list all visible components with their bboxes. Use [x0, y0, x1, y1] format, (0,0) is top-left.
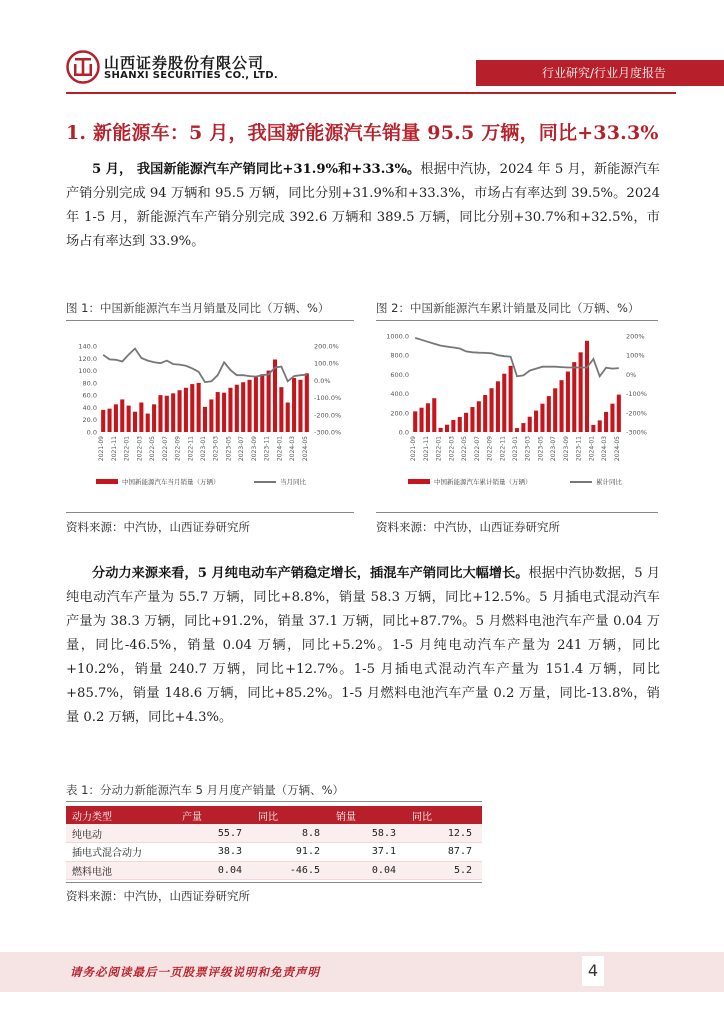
figure-1-top-rule [66, 320, 354, 321]
table-cell: 37.1 [330, 843, 406, 862]
chart2-bar [540, 404, 544, 432]
table-1-source: 资料来源：中汽协，山西证券研究所 [66, 889, 250, 903]
chart1-bar [133, 412, 137, 432]
chart2-x-tick-label: 2021-09 [410, 436, 418, 462]
figure-2-top-rule [376, 320, 658, 321]
table-header-cell: 同比 [406, 806, 482, 824]
chart2-x-tick-label: 2023-01 [512, 436, 519, 462]
chart2-bar [470, 407, 474, 432]
chart1-left-tick-label: 60.0 [82, 391, 97, 400]
chart1-x-tick-label: 2023-07 [238, 436, 246, 462]
chart2-bar [413, 411, 417, 432]
chart1-x-tick-label: 2023-05 [225, 436, 233, 462]
chart2-right-tick-label: -200% [626, 409, 647, 418]
chart2-bar [445, 425, 449, 432]
company-logo-icon [66, 50, 100, 84]
table-cell: -46.5 [252, 861, 330, 880]
chart1-x-tick-label: 2022-09 [174, 436, 182, 462]
chart2-right-tick-label: 200% [626, 332, 645, 341]
table-cell: 插电式混合动力 [66, 843, 176, 862]
chart2-x-tick-label: 2022-11 [499, 436, 507, 462]
chart1-bar [273, 360, 277, 432]
chart2-bar [591, 425, 595, 432]
chart2-bar [477, 401, 481, 432]
chart2-bar [604, 412, 608, 432]
chart1-left-tick-label: 40.0 [82, 403, 97, 412]
table-row [66, 861, 482, 880]
chart1-bar [197, 383, 201, 432]
chart1-bar [158, 395, 162, 432]
chart2-right-tick-label: 0% [626, 370, 637, 379]
table-header-cell: 动力类型 [66, 806, 176, 824]
chart2-left-tick-label: 0.0 [398, 428, 409, 437]
chart1-x-tick-label: 2022-05 [149, 436, 157, 462]
chart2-legend-line-label: 累计同比 [596, 478, 622, 486]
company-name-en: SHANXI SECURITIES CO., LTD. [104, 70, 278, 81]
chart2-bar [451, 420, 455, 432]
chart1-bar [298, 380, 302, 432]
table-cell: 0.04 [176, 861, 252, 880]
chart2-bar [426, 403, 430, 432]
chart1-bar [260, 374, 264, 432]
paragraph-2 [66, 562, 660, 730]
chart2-left-tick-label: 200.0 [390, 409, 409, 418]
table-cell: 燃料电池 [66, 861, 176, 880]
chart1-bar [120, 399, 124, 432]
page-header [0, 0, 724, 95]
chart1-right-tick-label: 200.0% [314, 342, 339, 351]
chart1-bar [292, 378, 296, 432]
chart2-right-tick-label: 100% [626, 351, 645, 360]
chart1-bar [184, 388, 188, 432]
chart2-x-tick-label: 2023-07 [550, 436, 558, 462]
chart2-bar [553, 388, 557, 432]
chart2-left-tick-label: 600.0 [390, 370, 409, 379]
chart2-bar [547, 396, 551, 432]
chart2-legend-bar-swatch [408, 479, 430, 484]
chart1-left-tick-label: 0.0 [86, 428, 97, 437]
chart1-bar [228, 388, 232, 432]
chart2-x-tick-label: 2023-03 [524, 436, 532, 462]
chart2-x-tick-label: 2022-09 [486, 436, 494, 462]
paragraph-2-lead: 分动力来源来看，5 月纯电动车产销稳定增长，插混车产销同比大幅增长。 [92, 566, 529, 581]
chart2-x-tick-label: 2022-05 [461, 436, 469, 462]
chart1-bar [203, 407, 207, 432]
chart1-x-tick-label: 2022-01 [123, 436, 131, 462]
chart2-x-tick-label: 2024-05 [613, 436, 621, 462]
chart2-bar [598, 420, 602, 432]
paragraph-1-body: 根据中汽协，2024 年 5 月，新能源汽车产销分别完成 94 万辆和 95.5 万辆，同比分别+31.9%和+33.3%，市场占有率达到 39.5%。2024 年 1-5 月，新能源汽车产销分别完成 392.6 万辆和 389.5 万辆，同比分别+30.7%和+32.5%，市场占有率达到 33.9%。 [66, 162, 660, 249]
chart1-x-tick-label: 2023-09 [250, 436, 258, 462]
chart1-legend-line-label: 当月同比 [280, 478, 306, 486]
chart1-bar [165, 396, 169, 432]
chart2-right-tick-label: -300% [626, 428, 647, 437]
chart2-bar [515, 428, 519, 432]
table-header-cell: 同比 [252, 806, 330, 824]
figure-2-title: 图 2：中国新能源汽车累计销量及同比（万辆、%） [376, 301, 640, 315]
chart2-bar [610, 404, 614, 432]
chart1-right-tick-label: -300.0% [314, 428, 342, 437]
chart2-bar [528, 417, 532, 432]
chart2-bar [420, 408, 424, 432]
figure-1-bottom-rule [66, 512, 354, 513]
chart1-x-tick-label: 2023-01 [200, 436, 207, 462]
chart1-bar [286, 403, 290, 432]
chart1-x-tick-label: 2022-11 [187, 436, 195, 462]
chart1-bar [248, 380, 252, 432]
section-title: 1. 新能源车：5 月，我国新能源汽车销量 95.5 万辆，同比+33.3% [66, 122, 659, 144]
chart1-bar [254, 377, 258, 432]
footer-disclaimer: 请务必阅读最后一页股票评级说明和免责声明 [70, 965, 320, 979]
chart1-bar [146, 414, 150, 432]
chart1-x-tick-label: 2024-01 [276, 436, 284, 462]
chart2-bar [521, 423, 525, 432]
chart2-legend-bar-label: 中国新能源汽车累计销量（万辆） [434, 478, 532, 486]
table-1-top-rule [66, 801, 482, 802]
chart1-bar [108, 409, 112, 432]
chart2-left-tick-label: 800.0 [390, 351, 409, 360]
chart1-bar [267, 371, 271, 432]
chart1-right-tick-label: 100.0% [314, 359, 339, 368]
chart1-x-tick-label: 2023-03 [212, 436, 220, 462]
chart2-x-tick-label: 2024-01 [588, 436, 596, 462]
chart1-bar [139, 403, 143, 432]
chart2-bar [439, 428, 443, 432]
chart1-bar [305, 373, 309, 432]
table-1-title: 表 1：分动力新能源汽车 5 月月度产销量（万辆、%） [66, 783, 345, 797]
chart2-bar [490, 388, 494, 432]
chart2-bar [566, 372, 570, 432]
chart2-x-tick-label: 2024-03 [601, 436, 609, 462]
figure-2-bottom-rule [376, 512, 658, 513]
chart1-bar [101, 410, 105, 432]
chart1-x-tick-label: 2023-11 [263, 436, 271, 462]
header-divider [66, 92, 676, 94]
table-cell: 87.7 [406, 843, 482, 862]
chart1-legend-bar-label: 中国新能源汽车当月销量（万辆） [122, 478, 220, 486]
chart2-bar [464, 413, 468, 432]
page-number: 4 [582, 956, 604, 986]
chart2-right-tick-label: -100% [626, 390, 647, 399]
chart1-bar [279, 387, 283, 432]
table-cell: 58.3 [330, 824, 406, 843]
chart1-left-tick-label: 80.0 [82, 379, 97, 388]
chart1-bar [222, 393, 226, 432]
table-cell: 0.04 [330, 861, 406, 880]
chart2-bar [585, 341, 589, 432]
chart2-bar [502, 374, 506, 432]
chart2-x-tick-label: 2023-05 [537, 436, 545, 462]
chart2-bar [617, 395, 621, 432]
chart2-left-tick-label: 400.0 [390, 390, 409, 399]
chart1-x-tick-label: 2021-11 [110, 436, 118, 462]
chart2-bar [579, 352, 583, 432]
paragraph-1 [66, 158, 660, 254]
chart1-right-tick-label: -200.0% [314, 411, 342, 420]
chart1-x-tick-label: 2024-05 [301, 436, 309, 462]
chart2-x-tick-label: 2023-11 [575, 436, 583, 462]
chart1-bar [127, 406, 131, 432]
chart2-bar [534, 411, 538, 432]
paragraph-1-lead: 5 月， 我国新能源汽车产销同比+31.9%和+33.3%。 [92, 162, 421, 177]
chart1-bar [235, 385, 239, 432]
table-cell: 5.2 [406, 861, 482, 880]
chart2-x-tick-label: 2022-07 [473, 436, 481, 462]
chart2-bar [572, 362, 576, 432]
paragraph-2-body: 根据中汽协数据，5 月纯电动汽车产量为 55.7 万辆，同比+8.8%，销量 58.3 万辆，同比+12.5%。5 月插电式混动汽车产量为 38.3 万辆，同比+91.2%，销量 37.1 万辆，同比+87.7%。5 月燃料电池汽车产量 0.04 万量，同比-46.5%，销量 0.04 万辆，同比+5.2%。1-5 月纯电动汽车产量为 241 万辆，同比+10.2%，销量 240.7 万辆，同比+12.7%。1-5 月插电式混动汽车产量为 151.4 万辆，同比+85.7%，销量 148.6 万辆，同比+85.2%。1-5 月燃料电池汽车产量 0.2 万量，同比-13.8%，销量 0.2 万辆，同比+4.3%。 [66, 566, 660, 725]
chart1-x-tick-label: 2021-09 [98, 436, 106, 462]
table-row [66, 824, 482, 843]
chart1-right-tick-label: -100.0% [314, 394, 342, 403]
table-cell: 纯电动 [66, 824, 176, 843]
figure-1-source: 资料来源：中汽协，山西证券研究所 [66, 520, 250, 534]
chart1-legend-bar-swatch [96, 479, 118, 484]
table-1-bottom-rule [66, 882, 482, 883]
figure-2-chart [376, 330, 658, 510]
figure-1-title: 图 1：中国新能源汽车当月销量及同比（万辆、%） [66, 301, 330, 315]
chart1-bar [171, 393, 175, 432]
figure-1-chart [66, 330, 354, 510]
chart1-bar [209, 399, 213, 432]
chart2-x-tick-label: 2022-01 [435, 436, 443, 462]
chart2-bar [560, 380, 564, 432]
figure-2-source: 资料来源：中汽协，山西证券研究所 [376, 520, 560, 534]
chart2-bar [483, 395, 487, 432]
chart1-bar [241, 382, 245, 432]
chart2-bar [458, 417, 462, 432]
table-cell: 55.7 [176, 824, 252, 843]
chart2-x-tick-label: 2023-09 [562, 436, 570, 462]
table-header-cell: 产量 [176, 806, 252, 824]
chart2-left-tick-label: 1000.0 [386, 332, 409, 341]
sales-by-powertrain-table [66, 806, 482, 880]
company-name-cn: 山西证券股份有限公司 [104, 54, 265, 72]
table-cell: 12.5 [406, 824, 482, 843]
table-row [66, 843, 482, 862]
chart1-x-tick-label: 2022-07 [161, 436, 169, 462]
chart1-left-tick-label: 120.0 [78, 354, 97, 363]
chart1-bar [190, 384, 194, 432]
table-cell: 38.3 [176, 843, 252, 862]
chart2-bar [496, 381, 500, 432]
chart1-bar [152, 404, 156, 432]
chart1-left-tick-label: 100.0 [78, 367, 97, 376]
table-header-row [66, 806, 482, 824]
chart1-bar [216, 392, 220, 432]
chart1-bar [178, 390, 182, 432]
chart1-left-tick-label: 140.0 [78, 342, 97, 351]
chart2-bar [432, 398, 436, 432]
chart2-bar [509, 366, 513, 432]
report-type-band: 行业研究/行业月度报告 [476, 60, 724, 86]
chart1-right-tick-label: 0.0% [314, 376, 331, 385]
table-header-cell: 销量 [330, 806, 406, 824]
table-cell: 8.8 [252, 824, 330, 843]
chart1-left-tick-label: 20.0 [82, 416, 97, 425]
chart1-x-tick-label: 2024-03 [289, 436, 297, 462]
chart1-bar [114, 404, 118, 432]
chart2-x-tick-label: 2022-03 [448, 436, 456, 462]
chart2-x-tick-label: 2021-11 [422, 436, 430, 462]
chart1-x-tick-label: 2022-03 [136, 436, 144, 462]
table-cell: 91.2 [252, 843, 330, 862]
